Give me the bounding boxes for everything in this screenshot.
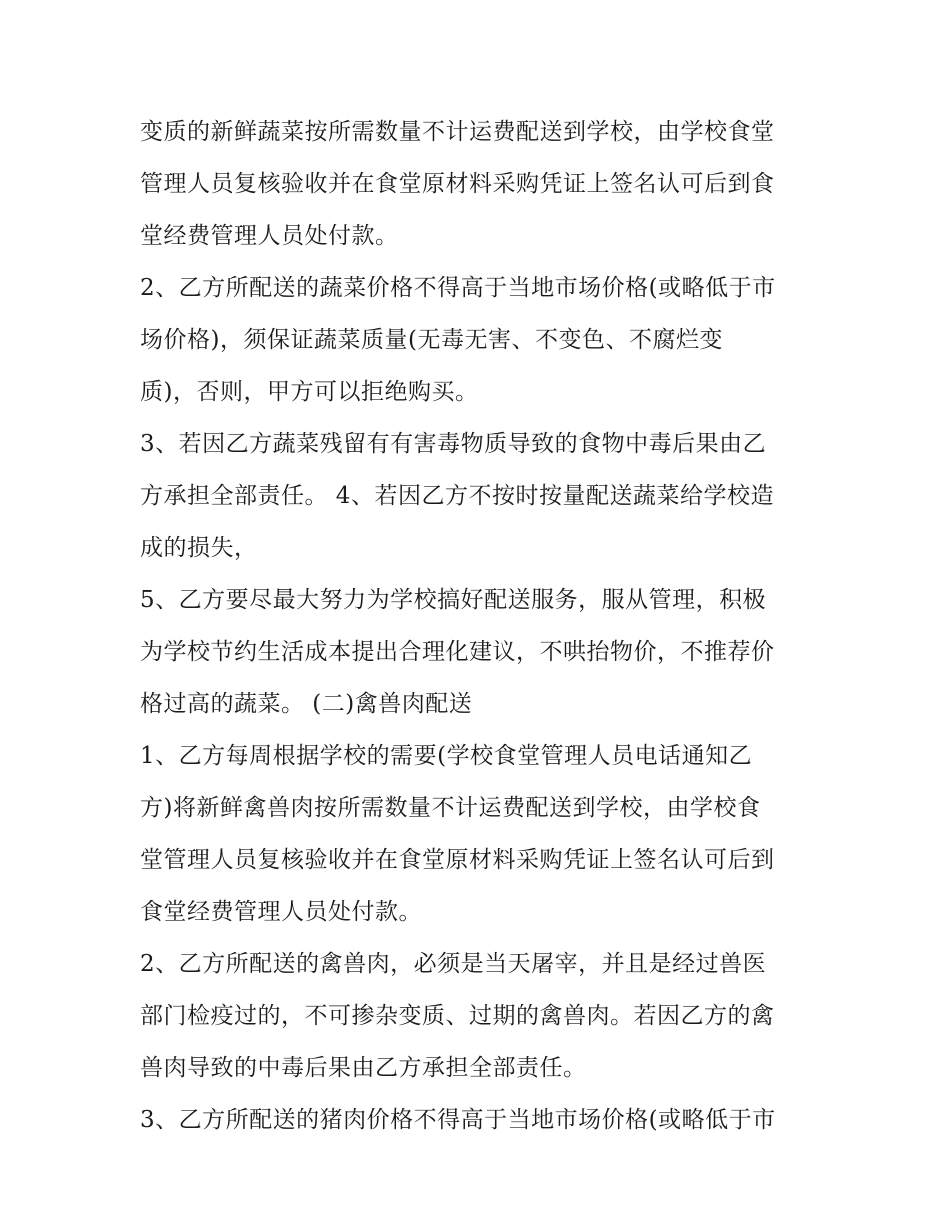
text-line: 1、乙方每周根据学校的需要(学校食堂管理人员电话通知乙 [140,743,753,769]
text-line: 管理人员复核验收并在食堂原材料采购凭证上签名认可后到食 [140,171,775,197]
text-line: 格过高的蔬菜。 (二)禽兽肉配送 [140,691,473,717]
text-line: 变质的新鲜蔬菜按所需数量不计运费配送到学校，由学校食堂 [140,119,775,145]
text-line: 兽肉导致的中毒后果由乙方承担全部责任。 [140,1055,587,1081]
text-line: 为学校节约生活成本提出合理化建议，不哄抬物价，不推荐价 [140,639,775,665]
text-line: 部门检疫过的，不可掺杂变质、过期的禽兽肉。若因乙方的禽 [140,1003,775,1029]
text-line: 2、乙方所配送的蔬菜价格不得高于当地市场价格(或略低于市 [140,275,776,301]
text-line: 5、乙方要尽最大努力为学校搞好配送服务，服从管理，积极 [140,587,767,613]
text-line: 成的损失， [140,535,258,561]
text-line: 堂管理人员复核验收并在食堂原材料采购凭证上签名认可后到 [140,847,775,873]
text-line: 3、若因乙方蔬菜残留有有害毒物质导致的食物中毒后果由乙 [140,431,767,457]
text-line: 方承担全部责任。 4、若因乙方不按时按量配送蔬菜给学校造 [140,483,774,509]
text-line: 方)将新鲜禽兽肉按所需数量不计运费配送到学校，由学校食 [140,795,761,821]
text-line: 质)，否则，甲方可以拒绝购买。 [140,379,479,405]
text-line: 食堂经费管理人员处付款。 [140,899,422,925]
text-line: 场价格)，须保证蔬菜质量(无毒无害、不变色、不腐烂变 [140,327,723,353]
text-line: 3、乙方所配送的猪肉价格不得高于当地市场价格(或略低于市 [140,1107,776,1133]
text-line: 2、乙方所配送的禽兽肉，必须是当天屠宰，并且是经过兽医 [140,951,767,977]
text-line: 堂经费管理人员处付款。 [140,223,399,249]
document-body [140,106,820,1146]
